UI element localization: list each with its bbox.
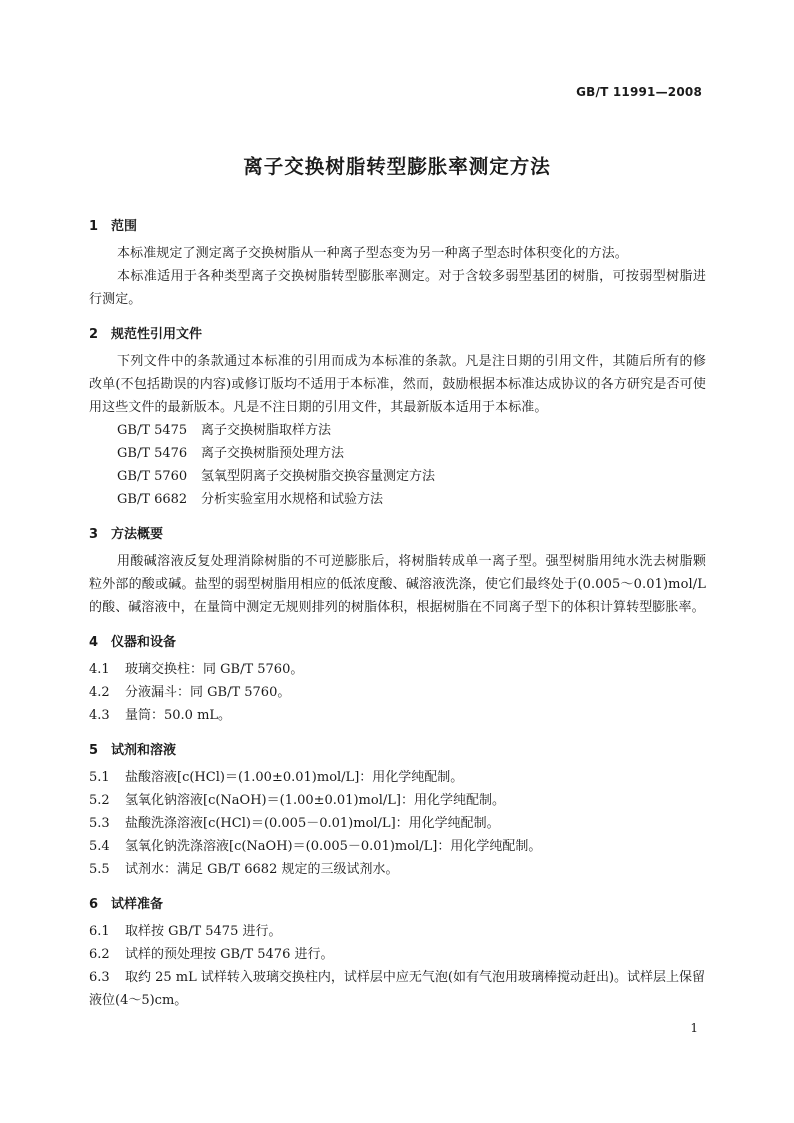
section-number: 6 [89, 897, 99, 912]
reference-item [89, 488, 706, 511]
clause-text: 取样按 GB/T 5475 进行。 [125, 924, 282, 939]
document-title: 离子交换树脂转型膨胀率测定方法 [243, 155, 551, 178]
clause-item [89, 943, 706, 966]
clause-item [89, 789, 706, 812]
clause-text: 玻璃交换柱：同 GB/T 5760。 [125, 662, 304, 677]
reference-title: 氢氧型阴离子交换树脂交换容量测定方法 [201, 469, 436, 484]
section-heading [89, 631, 706, 655]
clause-number: 6.1 [89, 924, 110, 939]
clause-number: 6.3 [89, 970, 110, 985]
clause-text: 分液漏斗：同 GB/T 5760。 [125, 685, 291, 700]
clause-item [89, 920, 706, 943]
clause-number: 5.5 [89, 862, 110, 877]
section-heading [89, 893, 706, 917]
reference-item [89, 465, 706, 488]
clause-text: 盐酸溶液[c(HCl)＝(1.00±0.01)mol/L]：用化学纯配制。 [125, 770, 464, 785]
reference-title: 离子交换树脂预处理方法 [201, 446, 345, 461]
section-number: 1 [89, 219, 99, 234]
section-title: 范围 [111, 219, 138, 234]
clause-text: 氢氧化钠溶液[c(NaOH)＝(1.00±0.01)mol/L]：用化学纯配制。 [125, 793, 505, 808]
clause-text: 氢氧化钠洗涤溶液[c(NaOH)＝(0.005－0.01)mol/L]：用化学纯配制。 [125, 839, 542, 854]
clause-number: 6.2 [89, 947, 110, 962]
section-title: 仪器和设备 [111, 635, 177, 650]
reference-item [89, 419, 706, 442]
clause-number: 5.2 [89, 793, 110, 808]
clause-text: 试剂水：满足 GB/T 6682 规定的三级试剂水。 [125, 862, 399, 877]
clause-number: 4.3 [89, 708, 110, 723]
clause-item [89, 966, 706, 1012]
section-number: 2 [89, 327, 99, 342]
reference-title: 分析实验室用水规格和试验方法 [201, 492, 384, 507]
clause-item [89, 812, 706, 835]
section-heading [89, 739, 706, 763]
clause-number: 5.3 [89, 816, 110, 831]
reference-title: 离子交换树脂取样方法 [201, 423, 332, 438]
clause-number: 5.4 [89, 839, 110, 854]
clause-number: 4.2 [89, 685, 110, 700]
section-number: 3 [89, 527, 99, 542]
paragraph: 用酸碱溶液反复处理消除树脂的不可逆膨胀后，将树脂转成单一离子型。强型树脂用纯水洗去树脂颗粒外部的酸或碱。盐型的弱型树脂用相应的低浓度酸、碱溶液洗涤，使它们最终处于(0.005～0.01)mol/L的酸、碱溶液中，在量筒中测定无规则排列的树脂体积，根据树脂在不同离子型下的体积计算转型膨胀率。 [89, 554, 706, 615]
clause-text: 盐酸洗涤溶液[c(HCl)＝(0.005－0.01)mol/L]：用化学纯配制。 [125, 816, 500, 831]
clause-item [89, 681, 706, 704]
section-title: 试样准备 [111, 897, 164, 912]
clause-item [89, 658, 706, 681]
section-number: 4 [89, 635, 99, 650]
clause-text: 量筒：50.0 mL。 [125, 708, 232, 723]
section-title: 规范性引用文件 [111, 327, 203, 342]
paragraph: 本标准适用于各种类型离子交换树脂转型膨胀率测定。对于含较多弱型基团的树脂，可按弱型树脂进行测定。 [89, 269, 706, 307]
section-title: 方法概要 [111, 527, 164, 542]
page-number: 1 [690, 1021, 698, 1035]
clause-text: 取约 25 mL 试样转入玻璃交换柱内，试样层中应无气泡(如有气泡用玻璃棒搅动赶出)。试样层上保留液位(4～5)cm。 [89, 970, 706, 1008]
section-title: 试剂和溶液 [111, 743, 177, 758]
paragraph: 下列文件中的条款通过本标准的引用而成为本标准的条款。凡是注日期的引用文件，其随后所有的修改单(不包括勘误的内容)或修订版均不适用于本标准，然而，鼓励根据本标准达成协议的各方研究是否可使用这些文件的最新版本。凡是不注日期的引用文件，其最新版本适用于本标准。 [89, 354, 706, 415]
section-heading [89, 523, 706, 547]
reference-item [89, 442, 706, 465]
clause-item [89, 858, 706, 881]
section-number: 5 [89, 743, 99, 758]
reference-code: GB/T 6682 [117, 492, 188, 507]
reference-code: GB/T 5475 [117, 423, 188, 438]
clause-number: 5.1 [89, 770, 110, 785]
document-body [89, 215, 706, 1012]
clause-item [89, 704, 706, 727]
section-heading [89, 323, 706, 347]
reference-code: GB/T 5760 [117, 469, 188, 484]
clause-text: 试样的预处理按 GB/T 5476 进行。 [125, 947, 334, 962]
clause-number: 4.1 [89, 662, 110, 677]
paragraph: 本标准规定了测定离子交换树脂从一种离子型态变为另一种离子型态时体积变化的方法。 [117, 246, 628, 261]
section-heading [89, 215, 706, 239]
reference-code: GB/T 5476 [117, 446, 188, 461]
standard-code: GB/T 11991—2008 [576, 85, 702, 99]
clause-item [89, 766, 706, 789]
clause-item [89, 835, 706, 858]
